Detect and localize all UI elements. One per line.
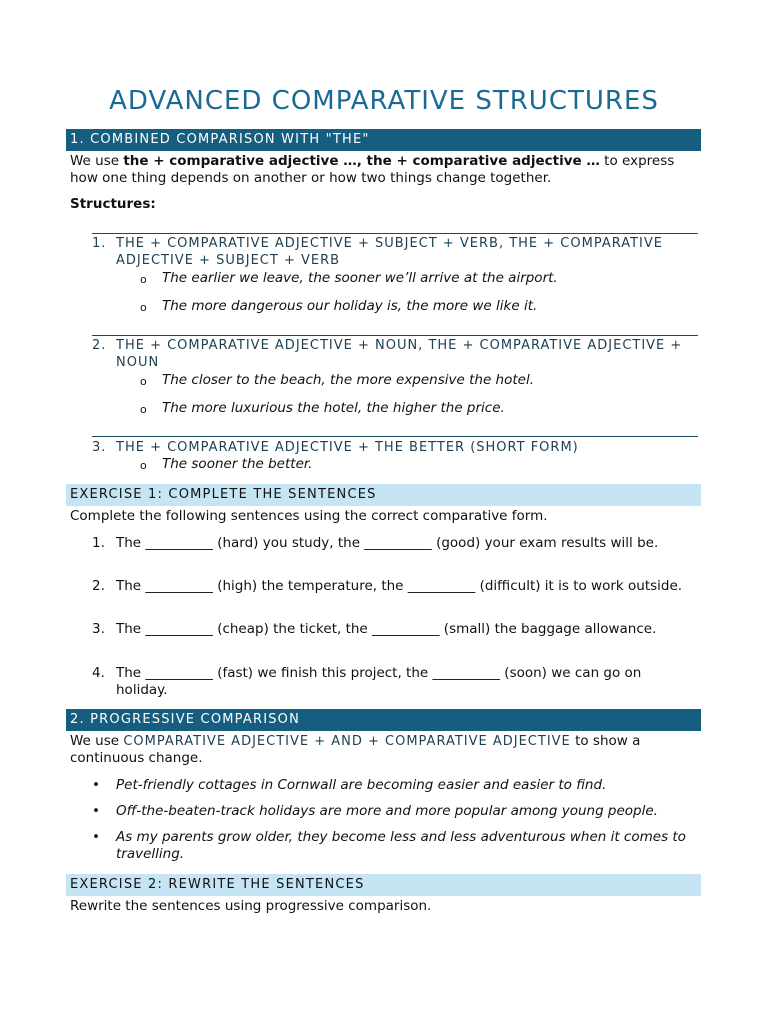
divider [92,436,698,437]
exercise-1-instruction: Complete the following sentences using the correct comparative form. [70,508,548,524]
example-sentence: o The more dangerous our holiday is, the more we like it. [140,298,538,314]
bullet-icon: • [92,803,100,819]
structure-text: THE + COMPARATIVE ADJECTIVE + NOUN, THE + COMPARATIVE ADJECTIVE + NOUN [116,338,683,370]
structure-3 [92,439,692,456]
example-sentence: o The more luxurious the hotel, the higher the price. [140,400,505,416]
structure-1 [92,235,692,269]
example-sentence: o The earlier we leave, the sooner we’ll arrive at the airport. [140,270,558,286]
list-item: • As my parents grow older, they become less and less adventurous when it comes to travelling. [92,829,686,862]
progressive-formula: COMPARATIVE ADJECTIVE + AND + COMPARATIVE ADJECTIVE [123,734,571,749]
circle-bullet-icon: o [140,301,147,314]
exercise-2-heading: EXERCISE 2: REWRITE THE SENTENCES [66,874,701,896]
section-1-intro [70,153,700,187]
circle-bullet-icon: o [140,459,147,472]
exercise-item: 4. The __________ (fast) we finish this project, the __________ (soon) we can go on holiday. [92,665,642,698]
structure-text: THE + COMPARATIVE ADJECTIVE + THE BETTER (SHORT FORM) [116,440,579,455]
section-2-intro: We use COMPARATIVE ADJECTIVE + AND + COMPARATIVE ADJECTIVE to show a continuous change. [70,733,641,766]
exercise-item: 3. The __________ (cheap) the ticket, the __________ (small) the baggage allowance. [92,621,657,637]
circle-bullet-icon: o [140,375,147,388]
circle-bullet-icon: o [140,273,147,286]
list-item: • Off-the-beaten-track holidays are more and more popular among young people. [92,803,658,819]
structure-text: THE + COMPARATIVE ADJECTIVE + SUBJECT + VERB, THE + COMPARATIVE ADJECTIVE + SUBJECT + VERB [116,236,664,268]
structure-2 [92,337,692,371]
bullet-icon: • [92,777,100,793]
list-item: • Pet-friendly cottages in Cornwall are becoming easier and easier to find. [92,777,607,793]
circle-bullet-icon: o [140,403,147,416]
example-sentence: o The sooner the better. [140,456,313,472]
example-sentence: o The closer to the beach, the more expensive the hotel. [140,372,535,388]
structure-number: 3. [92,440,107,455]
divider [92,335,698,336]
exercise-item: 1. The __________ (hard) you study, the __________ (good) your exam results will be. [92,535,659,551]
bullet-icon: • [92,829,100,845]
exercise-2-instruction: Rewrite the sentences using progressive comparison. [70,898,432,914]
section-2-heading: 2. PROGRESSIVE COMPARISON [66,709,701,731]
divider [92,233,698,234]
structure-number: 1. [92,236,107,251]
intro-post: to express how one thing depends on another or how two things change together. [70,153,675,186]
exercise-item: 2. The __________ (high) the temperature, the __________ (difficult) it is to work outside. [92,578,683,594]
exercise-1-heading: EXERCISE 1: COMPLETE THE SENTENCES [66,484,701,506]
structure-number: 2. [92,338,107,353]
structures-label: Structures: [70,196,156,212]
intro-pre: We use [70,153,124,169]
page-title: ADVANCED COMPARATIVE STRUCTURES [109,86,659,116]
section-1-heading: 1. COMBINED COMPARISON WITH "THE" [66,129,701,151]
intro-formula: the + comparative adjective …, the + comparative adjective … [123,153,600,169]
